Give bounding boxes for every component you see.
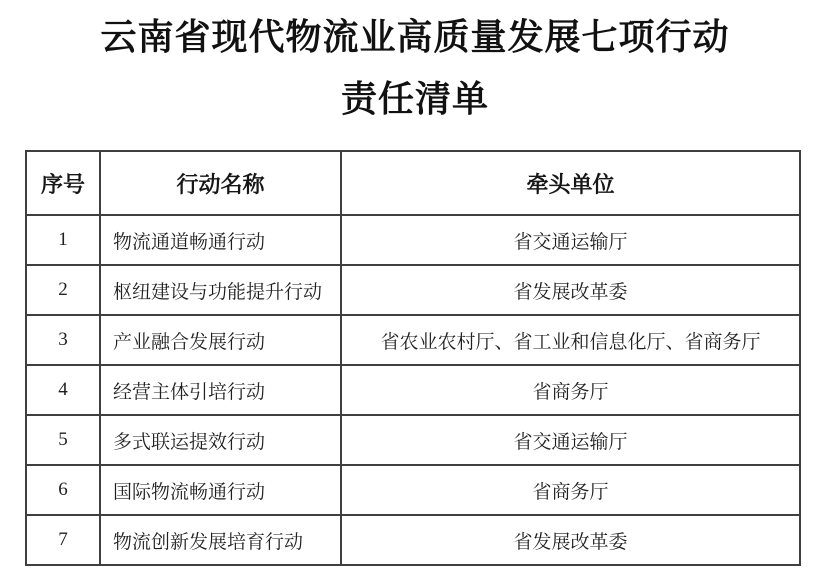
- cell-no: 4: [26, 365, 100, 415]
- column-header-no: 序号: [26, 151, 100, 215]
- cell-action: 枢纽建设与功能提升行动: [100, 265, 341, 315]
- cell-action: 物流创新发展培育行动: [100, 515, 341, 565]
- cell-action: 经营主体引培行动: [100, 365, 341, 415]
- cell-action: 产业融合发展行动: [100, 315, 341, 365]
- cell-action: 多式联运提效行动: [100, 415, 341, 465]
- cell-lead: 省商务厅: [341, 465, 800, 515]
- page-title: [0, 0, 830, 130]
- table-row: [26, 465, 800, 515]
- table-row: [26, 415, 800, 465]
- column-header-action: 行动名称: [100, 151, 341, 215]
- table-row: [26, 315, 800, 365]
- page-title-line1: 云南省现代物流业高质量发展七项行动: [100, 17, 730, 57]
- page-title-line2: 责任清单: [340, 79, 489, 119]
- cell-lead: 省商务厅: [341, 365, 800, 415]
- cell-no: 3: [26, 315, 100, 365]
- cell-no: 5: [26, 415, 100, 465]
- cell-lead: 省交通运输厅: [341, 415, 800, 465]
- table-header-row: [26, 151, 800, 215]
- cell-lead: 省交通运输厅: [341, 215, 800, 265]
- table-row: [26, 515, 800, 565]
- cell-lead: 省农业农村厅、省工业和信息化厅、省商务厅: [341, 315, 800, 365]
- cell-no: 1: [26, 215, 100, 265]
- cell-no: 6: [26, 465, 100, 515]
- responsibility-table: [25, 150, 801, 566]
- cell-no: 7: [26, 515, 100, 565]
- cell-lead: 省发展改革委: [341, 515, 800, 565]
- table-row: [26, 215, 800, 265]
- cell-lead: 省发展改革委: [341, 265, 800, 315]
- cell-action: 物流通道畅通行动: [100, 215, 341, 265]
- cell-no: 2: [26, 265, 100, 315]
- table-row: [26, 365, 800, 415]
- column-header-lead: 牵头单位: [341, 151, 800, 215]
- table-row: [26, 265, 800, 315]
- cell-action: 国际物流畅通行动: [100, 465, 341, 515]
